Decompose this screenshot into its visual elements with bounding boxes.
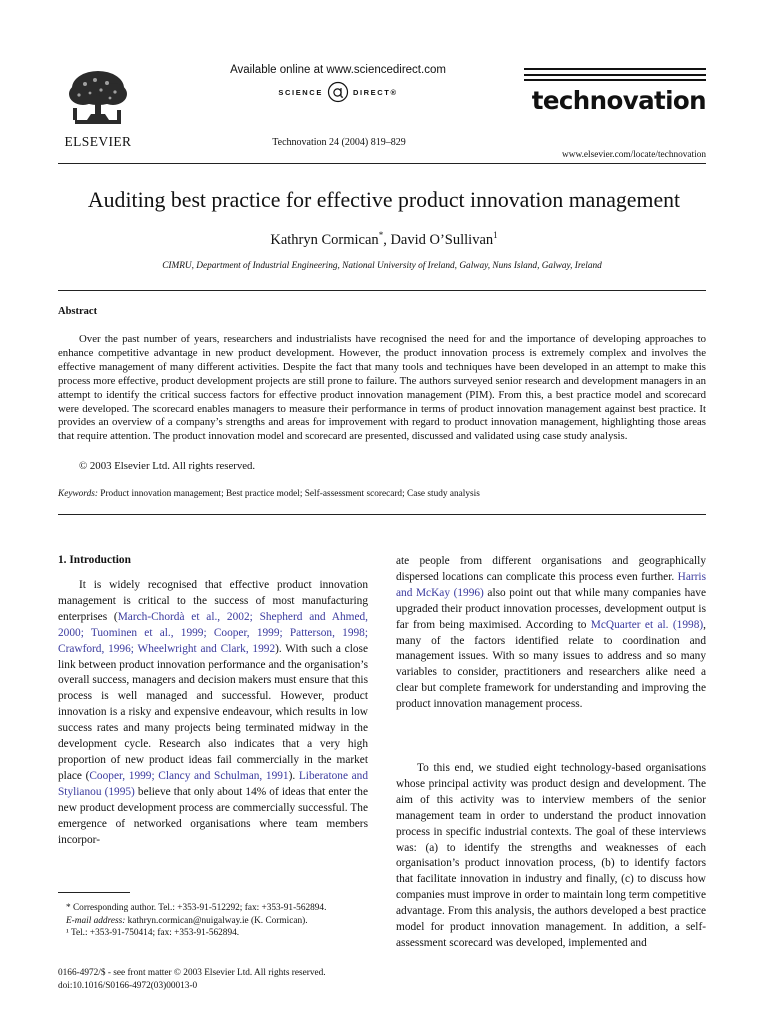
- at-sign-icon: [327, 81, 349, 103]
- section-heading: 1. Introduction: [58, 554, 131, 566]
- copyright-notice: © 2003 Elsevier Ltd. All rights reserved.: [79, 460, 256, 472]
- sciencedirect-left: SCIENCE: [278, 87, 323, 97]
- doi-line[interactable]: doi:10.1016/S0166-4972(03)00013-0: [58, 981, 198, 991]
- email-label: E-mail address:: [66, 915, 126, 926]
- sciencedirect-right: DIRECT®: [352, 87, 398, 97]
- footnote-email: [58, 915, 368, 928]
- journal-name: technovation: [531, 86, 706, 115]
- footnote-divider: [58, 892, 130, 893]
- paper-title: Auditing best practice for effective product innovation management: [87, 188, 681, 212]
- paragraph-text: also point out that while many companies have upgraded their product innovation processes, development output is far from being maximised. According to: [396, 586, 706, 631]
- citation-link[interactable]: Cooper, 1999; Clancy and Schulman, 1991: [89, 769, 289, 782]
- publisher-name: ELSEVIER: [64, 134, 132, 149]
- abstract-divider: [58, 514, 706, 515]
- affiliation: CIMRU, Department of Industrial Engineering, National University of Ireland, Galway, Nuns Island, Galway, Ireland: [162, 261, 602, 271]
- issn-line: 0166-4972/$ - see front matter © 2003 Elsevier Ltd. All rights reserved.: [58, 968, 326, 978]
- author-footnote-mark[interactable]: 1: [493, 230, 498, 240]
- elsevier-logo: [58, 68, 138, 152]
- intro-paragraph-continued: [396, 554, 706, 713]
- author-footnote-mark[interactable]: *: [378, 230, 384, 240]
- paragraph-text: believe that only about 14% of ideas that enter the new product development process are commercially successful. The emergence of networked organisations where team members incorpor-: [58, 785, 368, 846]
- footnotes: [58, 902, 368, 940]
- available-online-text: Available online at www.sciencedirect.com: [230, 64, 446, 76]
- keywords-label: Keywords:: [58, 489, 98, 499]
- author-name: David O’Sullivan: [390, 232, 494, 248]
- author-name: Kathryn Cormican: [270, 232, 379, 248]
- author-separator: ,: [383, 232, 391, 248]
- intro-paragraph: [58, 578, 368, 848]
- footnote-author2: ¹ Tel.: +353-91-750414; fax: +353-91-562894.: [66, 928, 240, 939]
- citation-link[interactable]: Liberatone and Stylianou (1995): [58, 769, 369, 798]
- sciencedirect-block: [220, 64, 456, 103]
- citation-link[interactable]: Harris and McKay (1996): [396, 570, 706, 599]
- keywords: [58, 489, 706, 499]
- abstract-heading: Abstract: [58, 306, 98, 317]
- email-address[interactable]: kathryn.cormican@nuigalway.ie (K. Cormican).: [125, 915, 308, 926]
- journal-decorative-rules: [524, 68, 706, 82]
- intro-paragraph: To this end, we studied eight technology-based organisations whose principal activity was product design and development. The aim of this activity was to interview members of the senior management team in order to understand the product innovation process in specific industrial contexts. The goal of these interviews was: (a) to identify the strengths and weaknesses of each organisation’s product innovation process, (b) to identify factors that facilitate innovation in industry and finally, (c) to discuss how companies must improve in order to maintain long term competitive advantage. From this analysis, the authors developed a best practice model for product innovation management. In addition, a self-assessment scorecard was developed, implemented and: [396, 762, 706, 949]
- citation-link[interactable]: March-Chordà et al., 2002; Shepherd and Ahmed, 2000; Tuominen et al., 1999; Cooper, 1999; Patterson, 1998; Crawford, 1996; Wheelwright and Clark, 1992: [58, 610, 368, 655]
- journal-url[interactable]: www.elsevier.com/locate/technovation: [562, 150, 706, 160]
- header-divider: [58, 163, 706, 164]
- paragraph-text: , many of the factors identified relate to coordination and management issues. With so many issues to address and so many variables to consider, practitioners and researchers alike need a clear but complete framework for understanding and improving the product innovation management process.: [396, 618, 706, 711]
- author-list: [100, 230, 668, 249]
- keywords-list: Product innovation management; Best practice model; Self-assessment scorecard; Case study analysis: [100, 489, 480, 499]
- abstract-body: Over the past number of years, researchers and industrialists have recognised the need for and the importance of developing approaches to enhance competitive advantage in new product development. However, the product innovation process is extremely complex and involves the effective management of many different activities. Despite the fact that many tools and techniques have been developed in an attempt to make this process more effective, product development projects are still prone to failure. The authors surveyed senior research and development managers in an attempt to identify the critical success factors for effective product innovation management (PIM). From this, a best practice model and scorecard were developed. The scorecard enables managers to measure their performance in terms of product innovation management against best practice. It provides an overview of a company’s strengths and areas for improvement with regard to product innovation management, highlighting those areas that require attention. The product innovation model and scorecard are presented, discussed and validated using case study analysis.: [58, 333, 706, 443]
- journal-citation: Technovation 24 (2004) 819–829: [272, 137, 406, 148]
- paragraph-text: It is widely recognised that effective product innovation management is critical to the success of most manufacturing enterprises (: [58, 579, 368, 623]
- paragraph-text: ). With such a close link between product innovation performance and the organisation’s overall success, managers and decision makers must ensure that this process is well managed and successful. However, product innovation is a risky and expensive endeavour, which results in low success rates and many projects being terminated midway in the development cycle. Research also indicates that a very high proportion of new product ideas fail commercially in the market place (: [58, 642, 368, 782]
- citation-link[interactable]: McQuarter et al. (1998): [590, 618, 704, 631]
- sciencedirect-logo: [220, 81, 456, 103]
- footnote-corresponding: * Corresponding author. Tel.: +353-91-512292; fax: +353-91-562894.: [66, 903, 327, 913]
- paragraph-text: ate people from different organisations and geographically dispersed locations can complicate this process even further.: [396, 555, 706, 583]
- title-divider: [58, 290, 706, 291]
- paragraph-text: ).: [288, 769, 299, 782]
- page-footer: [58, 967, 388, 993]
- elsevier-tree-icon: [65, 68, 131, 130]
